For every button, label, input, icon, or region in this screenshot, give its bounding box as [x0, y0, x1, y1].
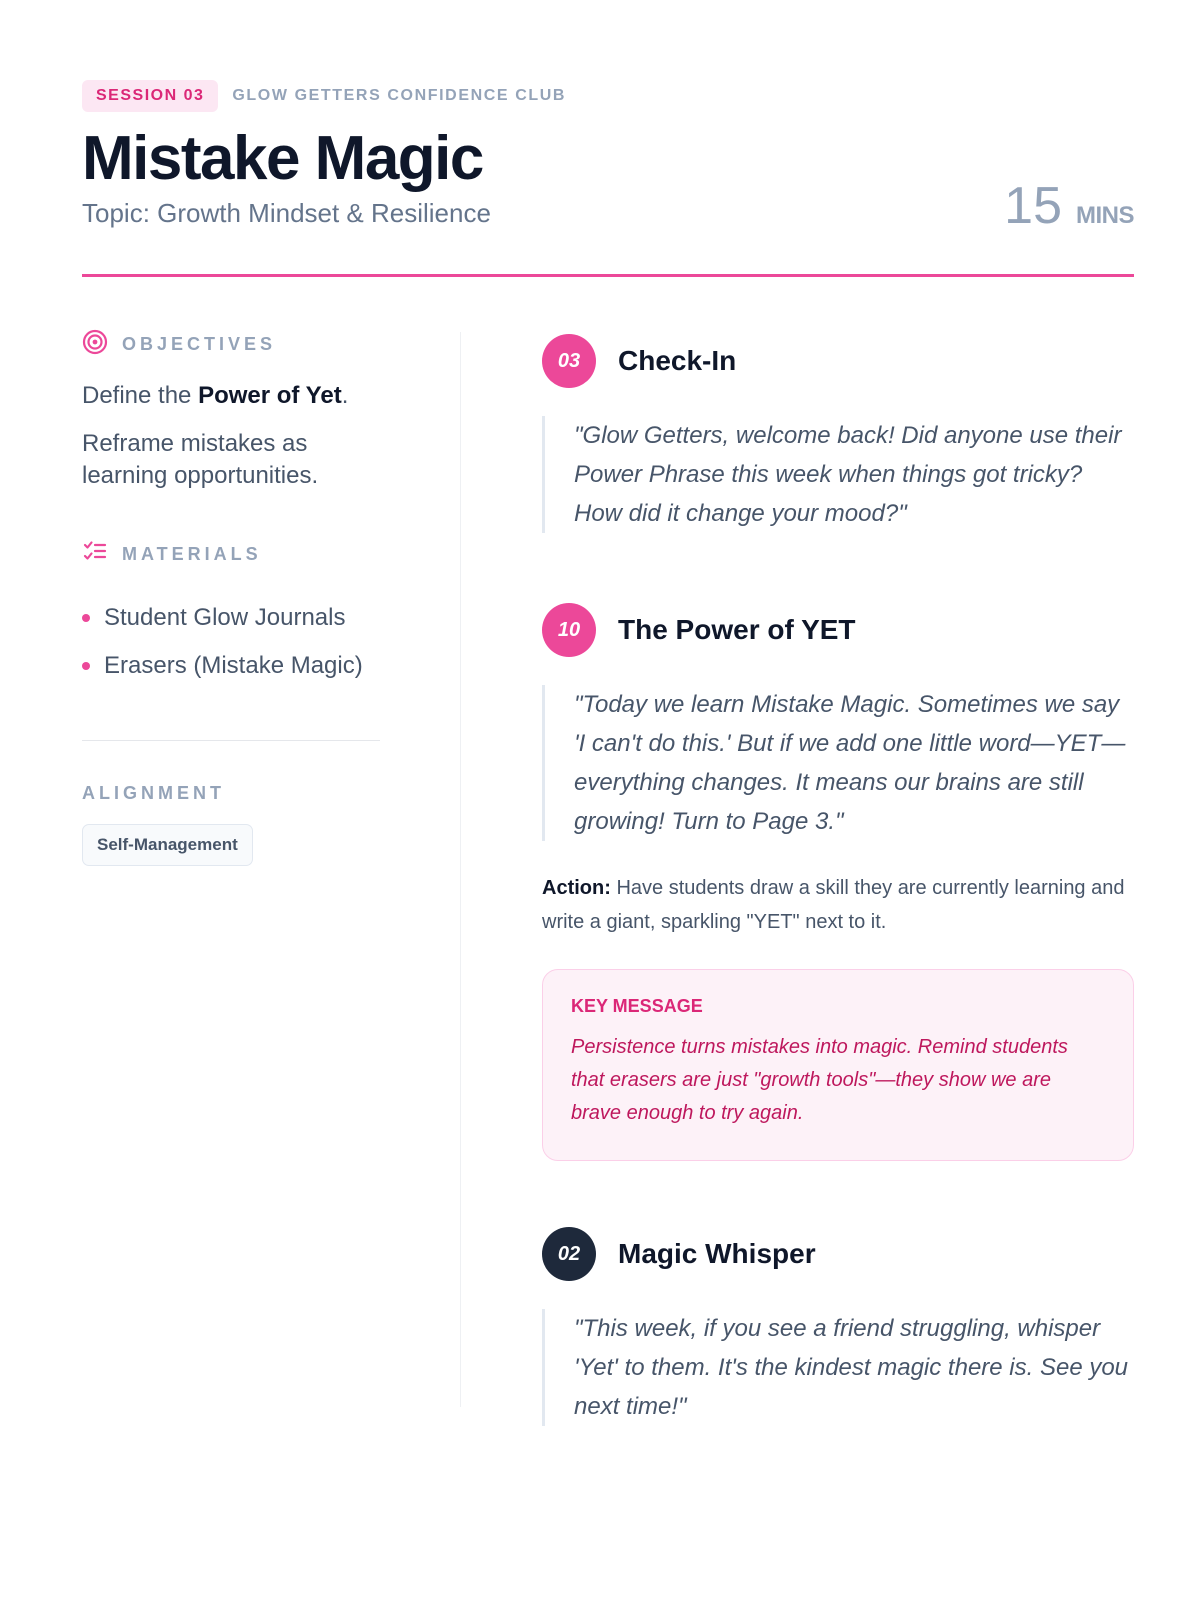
action-label: Action:	[542, 877, 611, 899]
action-text: Have students draw a skill they are currently learning and write a giant, sparkling "YET" next to it.	[542, 877, 1125, 933]
objectives-label: OBJECTIVES	[122, 333, 277, 354]
objective-item	[82, 380, 382, 412]
key-message-callout	[542, 969, 1134, 1161]
list-item	[82, 594, 382, 642]
material-label: Student Glow Journals	[104, 604, 346, 631]
objective-suffix: .	[341, 382, 349, 409]
step-script-quote: "Glow Getters, welcome back! Did anyone use their Power Phrase this week when things got tricky? How did it change your mood?"	[542, 416, 1134, 533]
step-power-of-yet	[542, 603, 1134, 1161]
step-magic-whisper	[542, 1227, 1134, 1426]
alignment-section	[82, 783, 382, 866]
step-heading	[542, 334, 1134, 388]
column-divider	[460, 332, 461, 1407]
objectives-section	[82, 330, 382, 492]
kicker-row	[82, 80, 1134, 112]
sidebar-divider	[82, 740, 380, 741]
checklist-icon	[82, 539, 108, 570]
list-item	[82, 642, 382, 690]
session-badge: SESSION 03	[82, 80, 218, 112]
topic-subtitle: Topic: Growth Mindset & Resilience	[82, 198, 491, 228]
material-label: Erasers (Mistake Magic)	[104, 652, 363, 679]
step-minutes-badge: 10	[542, 603, 596, 657]
club-name: GLOW GETTERS CONFIDENCE CLUB	[232, 87, 567, 104]
materials-list	[82, 594, 382, 690]
step-minutes-badge: 03	[542, 334, 596, 388]
key-message-label: KEY MESSAGE	[571, 996, 703, 1016]
key-message-text: Persistence turns mistakes into magic. Remind students that erasers are just "growth tools"—they show we are brave enough to try again.	[571, 1036, 1068, 1124]
bullet-dot	[82, 614, 90, 622]
header-divider	[82, 274, 1134, 277]
target-icon	[82, 329, 108, 360]
materials-section	[82, 540, 382, 690]
objective-prefix: Define the	[82, 382, 199, 409]
materials-label: MATERIALS	[122, 543, 262, 564]
materials-heading	[82, 540, 382, 568]
step-script-quote: "Today we learn Mistake Magic. Sometimes we say 'I can't do this.' But if we add one little word—YET—everything changes. It means our brains are still growing! Turn to Page 3."	[542, 685, 1134, 841]
page-title: Mistake Magic	[82, 124, 483, 193]
step-script-quote: "This week, if you see a friend struggling, whisper 'Yet' to them. It's the kindest magic there is. See you next time!"	[542, 1309, 1134, 1426]
alignment-label: ALIGNMENT	[82, 783, 225, 803]
sidebar	[82, 330, 382, 866]
duration-unit: MINS	[1076, 202, 1134, 229]
action-instruction	[542, 871, 1134, 939]
lesson-steps	[542, 334, 1134, 1426]
step-minutes-badge: 02	[542, 1227, 596, 1281]
lesson-header	[82, 80, 1134, 235]
objective-item: Reframe mistakes as learning opportunities.	[82, 430, 319, 489]
step-heading	[542, 1227, 1134, 1281]
alignment-chip: Self-Management	[82, 824, 253, 866]
step-check-in	[542, 334, 1134, 533]
objective-emphasis: Power of Yet	[198, 382, 342, 409]
step-title: The Power of YET	[618, 614, 856, 645]
duration	[1004, 178, 1134, 234]
step-title: Magic Whisper	[618, 1238, 816, 1269]
step-heading	[542, 603, 1134, 657]
step-title: Check-In	[618, 345, 737, 376]
duration-value: 15	[1004, 177, 1062, 235]
bullet-dot	[82, 662, 90, 670]
objectives-heading	[82, 330, 382, 358]
